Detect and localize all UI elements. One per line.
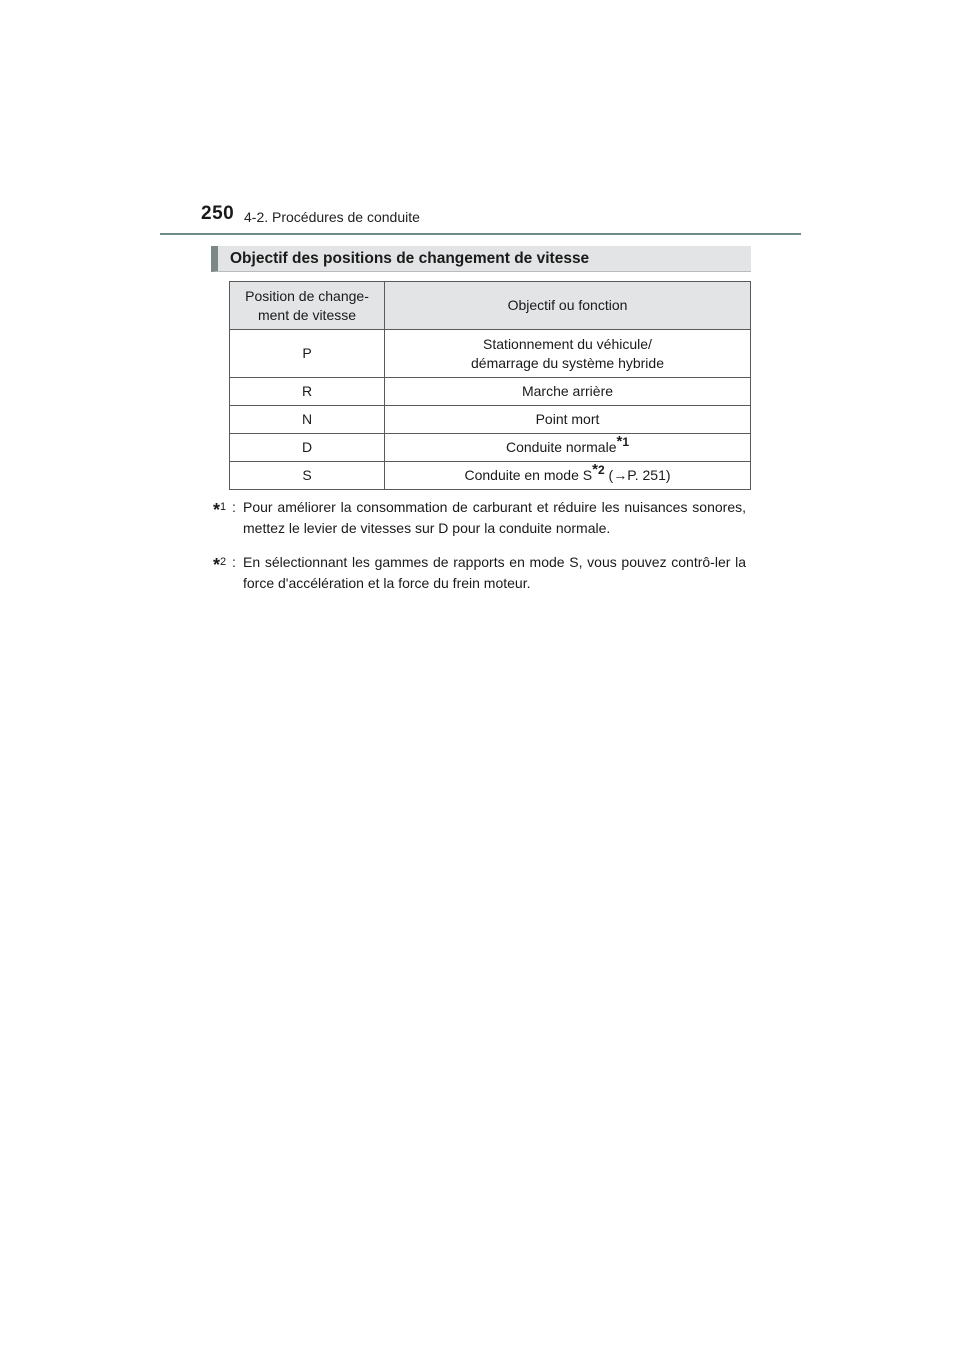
position-cell: R xyxy=(230,378,385,406)
footnote-marker xyxy=(213,497,226,521)
footnote-ref: *1 xyxy=(616,433,630,450)
function-cell: Marche arrière xyxy=(385,378,751,406)
column-header-position: Position de change- ment de vitesse xyxy=(230,282,385,330)
section-heading xyxy=(211,246,751,272)
function-text: Conduite en mode S xyxy=(464,467,593,483)
position-cell: N xyxy=(230,406,385,434)
footnote-number: 1 xyxy=(220,501,227,513)
table-row xyxy=(230,330,751,378)
footnote-text: Pour améliorer la consommation de carburant et réduire les nuisances sonores, mettez le levier de vitesses sur D pour la conduite normale. xyxy=(243,499,746,536)
position-cell: P xyxy=(230,330,385,378)
table-row xyxy=(230,434,751,462)
footnote-1 xyxy=(213,497,746,539)
footnote-colon: : xyxy=(232,499,236,515)
footnote-star: * xyxy=(213,500,221,520)
column-header-function: Objectif ou fonction xyxy=(385,282,751,330)
shift-position-table xyxy=(229,281,751,490)
function-cell xyxy=(385,462,751,490)
function-cell: Stationnement du véhicule/ démarrage du système hybride xyxy=(385,330,751,378)
chapter-title: 4-2. Procédures de conduite xyxy=(244,209,420,225)
function-text: Conduite normale xyxy=(505,439,617,455)
footnote-text: En sélectionnant les gammes de rapports en mode S, vous pouvez contrô-ler la force d'accélération et la force du frein moteur. xyxy=(243,554,746,591)
page-header xyxy=(0,0,960,240)
footnote-ref-number: 1 xyxy=(622,435,630,449)
table-row xyxy=(230,462,751,490)
header-divider xyxy=(160,233,801,235)
table-header-row xyxy=(230,282,751,330)
footnote-ref: *2 xyxy=(592,461,605,478)
footnotes xyxy=(213,497,746,607)
footnote-ref-number: 2 xyxy=(597,463,605,477)
footnote-star: * xyxy=(213,555,221,575)
table-row xyxy=(230,406,751,434)
page-number: 250 xyxy=(201,203,235,224)
position-cell: D xyxy=(230,434,385,462)
function-cell: Point mort xyxy=(385,406,751,434)
footnote-colon: : xyxy=(232,554,236,570)
position-cell: S xyxy=(230,462,385,490)
function-cell xyxy=(385,434,751,462)
table-row xyxy=(230,378,751,406)
page-reference: (→P. 251) xyxy=(608,467,671,483)
footnote-2 xyxy=(213,552,746,594)
footnote-marker xyxy=(213,552,226,576)
section-title: Objectif des positions de changement de vitesse xyxy=(230,250,590,267)
footnote-number: 2 xyxy=(220,556,227,568)
